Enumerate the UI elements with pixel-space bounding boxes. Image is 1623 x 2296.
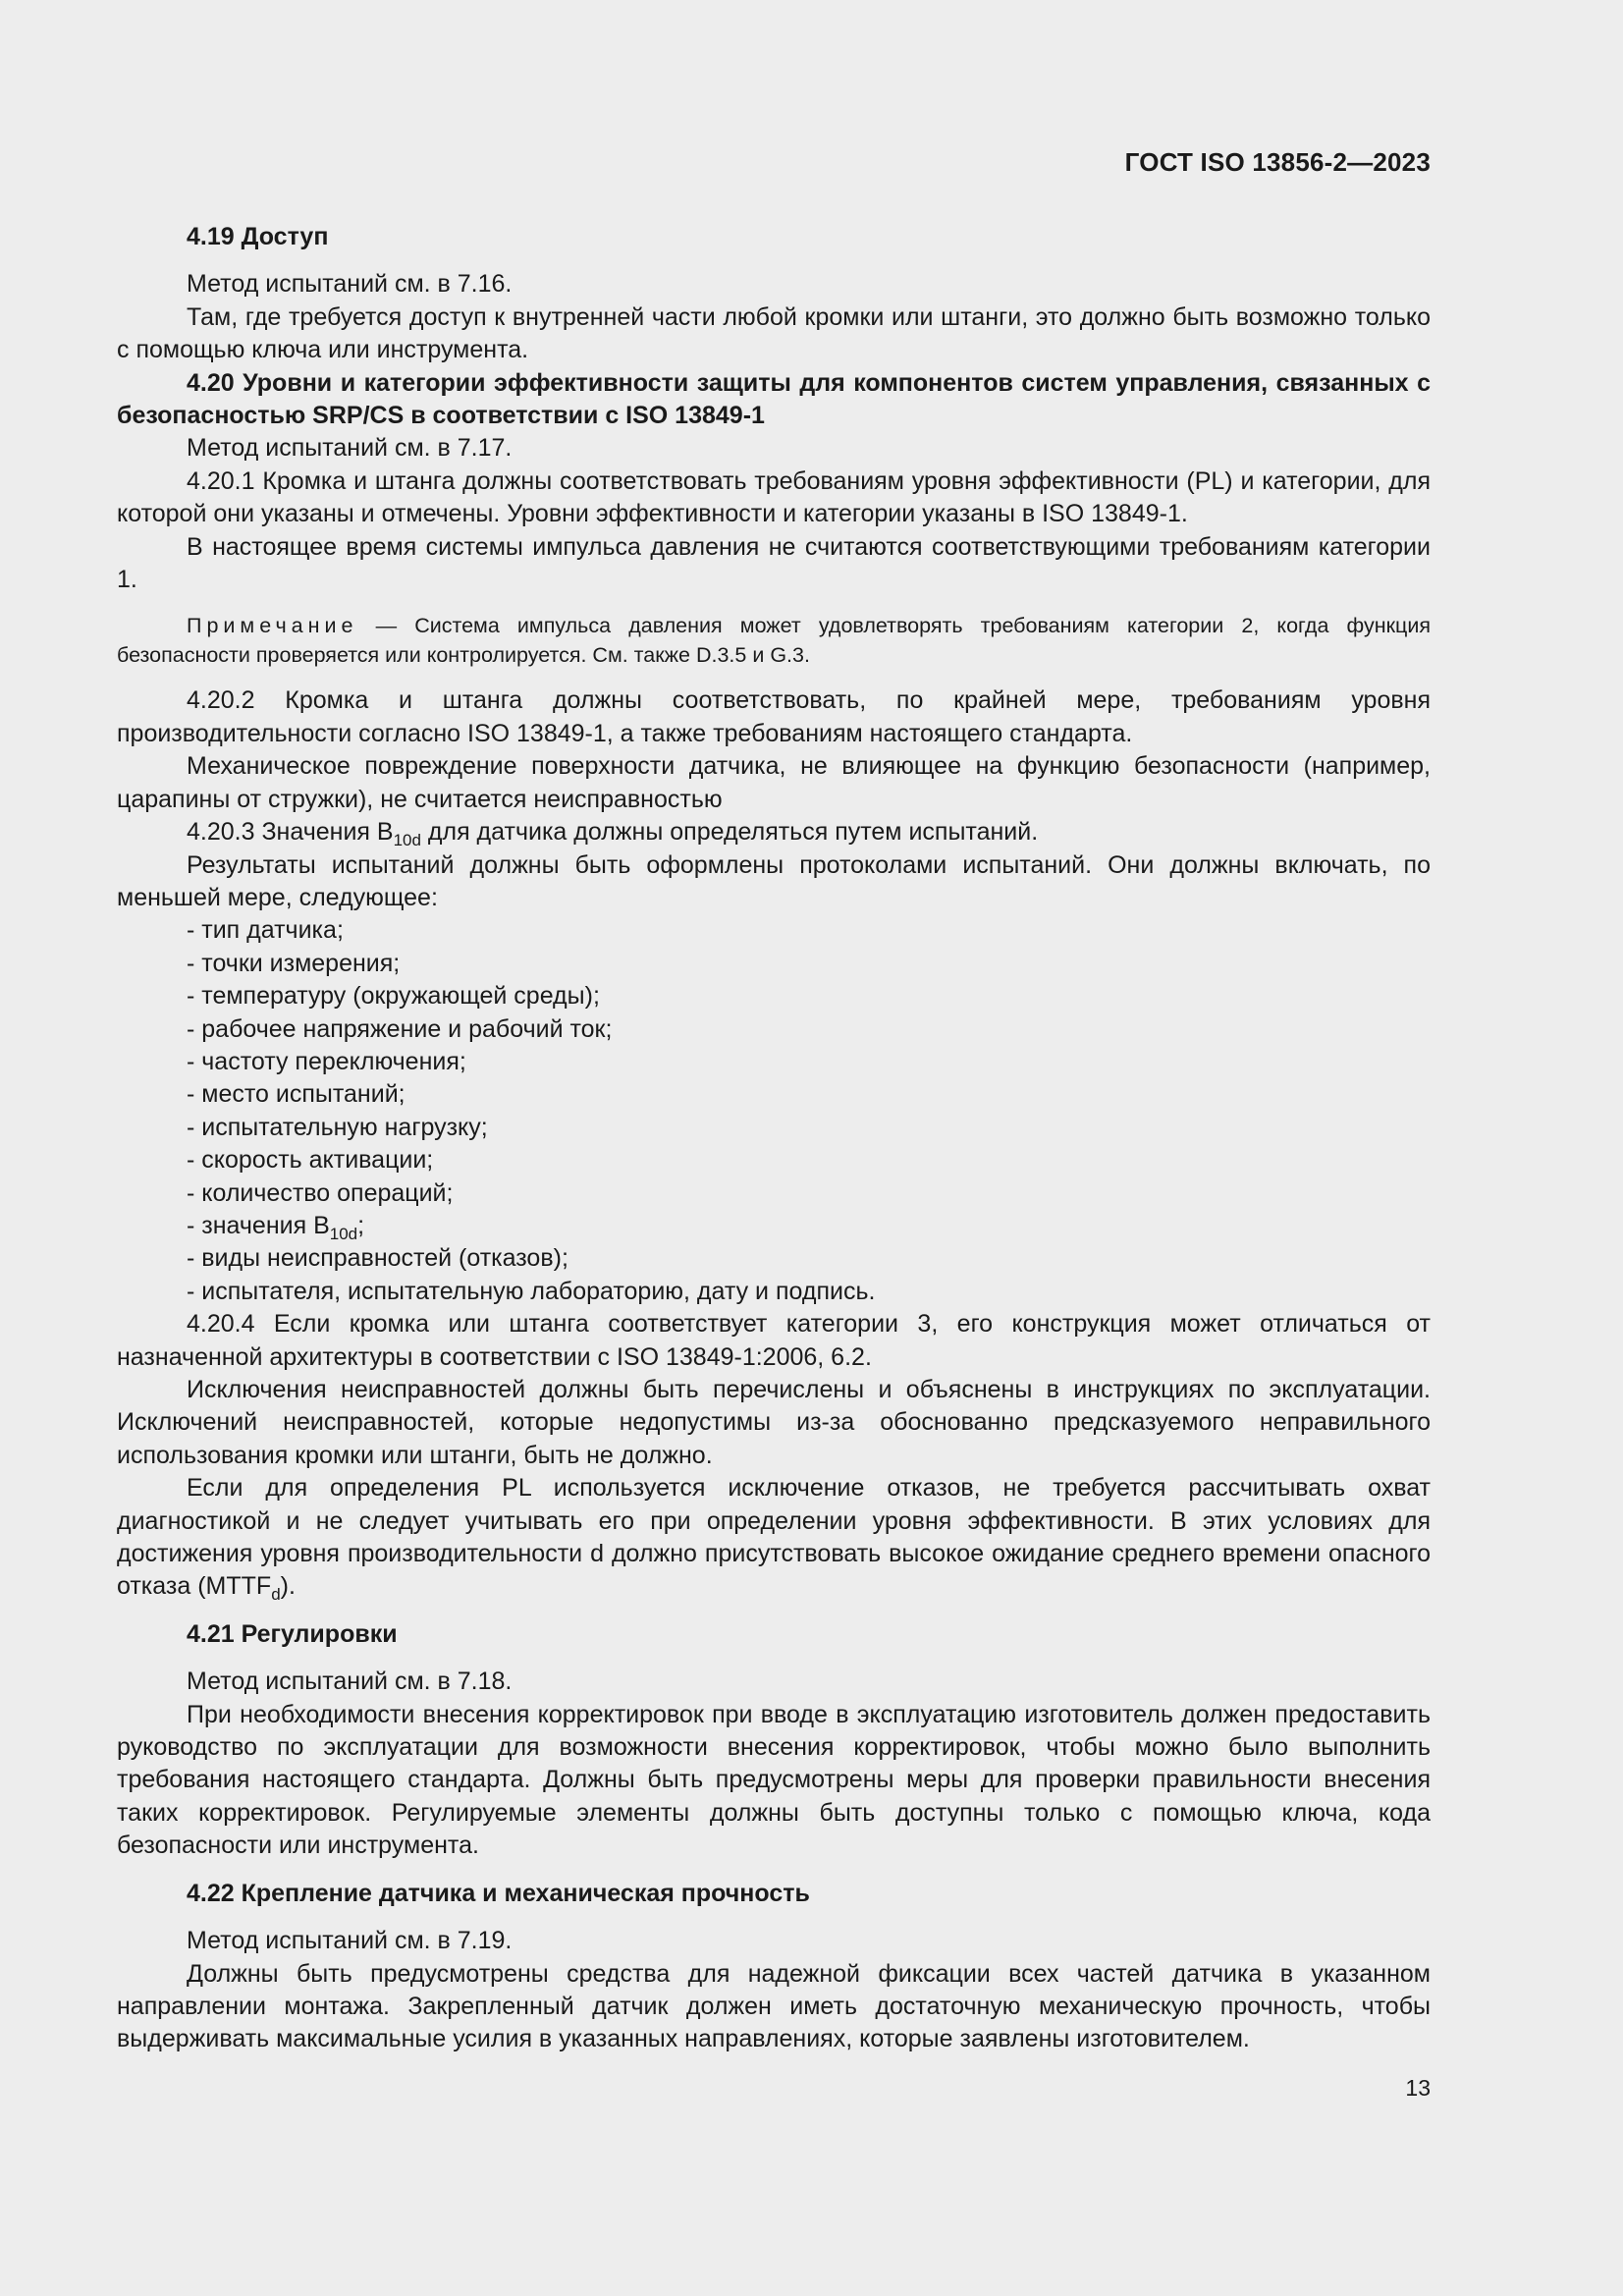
section-4-20-title: 4.20 Уровни и категории эффективности защиты для компонентов систем управления, связанных с безопасностью SRP/CS в соответствии с ISO 13849-1 <box>117 368 1431 430</box>
document-body <box>117 221 1431 2056</box>
requirements-list <box>117 914 1431 1308</box>
paragraph: Метод испытаний см. в 7.16. <box>187 270 513 299</box>
paragraph: Там, где требуется доступ к внутренней части любой кромки или штанги, это должно быть возможно только с помощью ключа или инструмента. <box>117 302 1431 364</box>
subscript: 10d <box>393 831 421 850</box>
paragraph: Метод испытаний см. в 7.18. <box>187 1667 513 1696</box>
list-item: - тип датчика; <box>187 916 344 945</box>
text-run: ; <box>357 1211 365 1239</box>
subscript: d <box>271 1585 281 1605</box>
document-header: ГОСТ ISO 13856-2—2023 <box>1124 147 1431 177</box>
paragraph: Метод испытаний см. в 7.19. <box>187 1927 513 1955</box>
list-item <box>117 1210 1431 1242</box>
note <box>117 611 1431 670</box>
list-item: - испытательную нагрузку; <box>187 1113 488 1141</box>
paragraph: 4.20.2 Кромка и штанга должны соответствовать, по крайней мере, требованиям уровня производительности согласно ISO 13849-1, а также требованиям настоящего стандарта. <box>117 686 1431 747</box>
note-text: — Система импульса давления может удовлетворять требованиям категории 2, когда функция безопасности проверяется или контролируется. См. также D.3.5 и G.3. <box>117 614 1431 668</box>
list-item: - рабочее напряжение и рабочий ток; <box>187 1014 613 1043</box>
text-run: ). <box>280 1572 296 1601</box>
paragraph: 4.20.1 Кромка и штанга должны соответствовать требованиям уровня эффективности (PL) и категории, для которой они указаны и отмечены. Уровни эффективности и категории указаны в ISO 13849-1. <box>117 466 1431 528</box>
paragraph: Исключения неисправностей должны быть перечислены и объяснены в инструкциях по эксплуатации. Исключений неисправностей, которые недопустимы из-за обоснованно предсказуемого неправильного использования кромки или штанги, быть не должно. <box>117 1376 1431 1469</box>
text-run: - значения B <box>187 1211 330 1239</box>
text-run: 4.20.3 Значения B <box>187 818 394 847</box>
list-item: - виды неисправностей (отказов); <box>187 1244 568 1273</box>
list-item: - точки измерения; <box>187 949 401 977</box>
paragraph <box>117 816 1431 848</box>
paragraph: Метод испытаний см. в 7.17. <box>187 434 513 463</box>
text-run: Если для определения PL используется исключение отказов, не требуется рассчитывать охват диагностикой и не следует учитывать его при определении уровня эффективности. В этих условиях для достижения уровня производительности d должно присутствовать высокое ожидание среднего времени опасного отказа (MTTF <box>117 1474 1431 1601</box>
note-label: Примечание <box>187 614 358 638</box>
list-item: - испытателя, испытательную лабораторию, дату и подпись. <box>187 1277 876 1305</box>
section-4-19-title: 4.19 Доступ <box>187 223 329 250</box>
list-item: - количество операций; <box>187 1178 454 1207</box>
page-number: 13 <box>1405 2075 1431 2101</box>
section-4-22-title: 4.22 Крепление датчика и механическая прочность <box>187 1879 810 1907</box>
list-item: - температуру (окружающей среды); <box>187 982 600 1011</box>
paragraph: При необходимости внесения корректировок при вводе в эксплуатацию изготовитель должен предоставить руководство по эксплуатации для возможности внесения корректировок, чтобы можно было выполнить требования настоящего стандарта. Должны быть предусмотрены меры для проверки правильности внесения таких корректировок. Регулируемые элементы должны быть доступны только с помощью ключа, кода безопасности или инструмента. <box>117 1700 1431 1860</box>
paragraph: 4.20.4 Если кромка или штанга соответствует категории 3, его конструкция может отличаться от назначенной архитектуры в соответствии с ISO 13849-1:2006, 6.2. <box>117 1310 1431 1371</box>
list-item: - место испытаний; <box>187 1080 406 1109</box>
list-item: - скорость активации; <box>187 1146 434 1175</box>
subscript: 10d <box>329 1224 358 1243</box>
section-4-21-title: 4.21 Регулировки <box>187 1619 398 1648</box>
paragraph: Результаты испытаний должны быть оформлены протоколами испытаний. Они должны включать, по меньшей мере, следующее: <box>117 850 1431 911</box>
list-item: - частоту переключения; <box>187 1047 466 1075</box>
paragraph <box>117 1472 1431 1604</box>
paragraph: Механическое повреждение поверхности датчика, не влияющее на функцию безопасности (например, царапины от стружки), не считается неисправностью <box>117 752 1431 813</box>
text-run: для датчика должны определяться путем испытаний. <box>420 818 1039 847</box>
paragraph: В настоящее время системы импульса давления не считаются соответствующими требованиям категории 1. <box>117 532 1431 594</box>
paragraph: Должны быть предусмотрены средства для надежной фиксации всех частей датчика в указанном направлении монтажа. Закрепленный датчик должен иметь достаточную механическую прочность, чтобы выдерживать максимальные усилия в указанных направлениях, которые заявлены изготовителем. <box>117 1959 1431 2053</box>
